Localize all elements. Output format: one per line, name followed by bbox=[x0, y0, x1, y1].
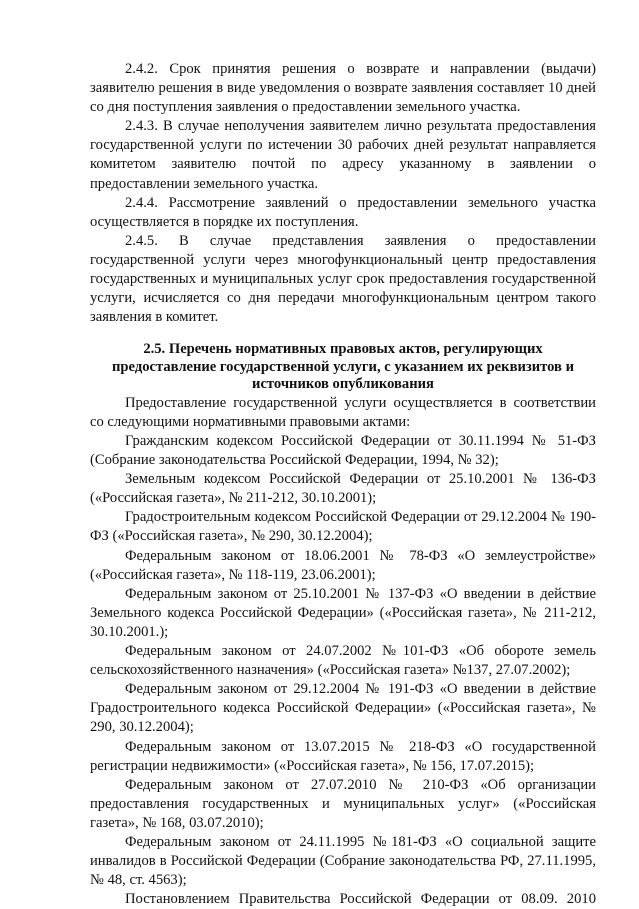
legal-act-item: Федеральным законом от 13.07.2015 № 218-ФЗ «О государственной регистрации недвижимости» («Российская газета», № 156, 17.07.2015); bbox=[90, 738, 596, 774]
heading-line: источников опубликования bbox=[252, 376, 434, 393]
heading-line: 2.5. Перечень нормативных правовых актов, регулирующих bbox=[143, 341, 543, 358]
paragraph-2-4-5: 2.4.5. В случае представления заявления о предоставлении государственной услуги через многофункциональный центр предоставления государственных и муниципальных услуг срок предоставления государственной услуги, исчисляется со дня передачи многофункциональным центром такого заявления в комитет. bbox=[90, 232, 596, 326]
legal-act-item: Постановлением Правительства Российской Федерации от 08.09. 2010 bbox=[125, 891, 596, 908]
heading-line: предоставление государственной услуги, с указанием их реквизитов и bbox=[112, 358, 574, 375]
section-heading-2-5 bbox=[90, 341, 596, 394]
paragraph-2-4-2: 2.4.2. Срок принятия решения о возврате и направлении (выдачи) заявителю решения в виде уведомления о возврате заявления составляет 10 дней со дня поступления заявления о предоставлении земельного участка. bbox=[90, 61, 596, 116]
legal-act-item: Градостроительным кодексом Российской Федерации от 29.12.2004 № 190-ФЗ («Российская газета», № 290, 30.12.2004); bbox=[90, 509, 596, 545]
paragraph-intro: Предоставление государственной услуги осуществляется в соответствии со следующими нормативными правовыми актами: bbox=[90, 394, 596, 430]
legal-act-item: Гражданским кодексом Российской Федерации от 30.11.1994 № 51-ФЗ (Собрание законодательства Российской Федерации, 1994, № 32); bbox=[90, 433, 596, 469]
paragraph-2-4-4: 2.4.4. Рассмотрение заявлений о предоставлении земельного участка осуществляется в порядке их поступления. bbox=[90, 194, 596, 230]
legal-act-item: Федеральным законом от 18.06.2001 № 78-ФЗ «О землеустройстве» («Российская газета», № 118-119, 23.06.2001); bbox=[90, 547, 596, 583]
paragraph-2-4-3: 2.4.3. В случае неполучения заявителем лично результата предоставления государственной услуги по истечении 30 рабочих дней результат направляется комитетом заявителю почтой по адресу указанному в заявлении о предоставлении земельного участка. bbox=[90, 118, 596, 192]
legal-act-item: Федеральным законом от 25.10.2001 № 137-ФЗ «О введении в действие Земельного кодекса Российской Федерации» («Российская газета», № 211-212, 30.10.2001.); bbox=[90, 585, 596, 640]
legal-act-item: Федеральным законом от 24.07.2002 №101-ФЗ «Об обороте земель сельскохозяйственного назначения» («Российская газета» №137, 27.07.2002); bbox=[90, 643, 596, 679]
legal-act-item: Федеральным законом от 29.12.2004 № 191-ФЗ «О введении в действие Градостроительного кодекса Российской Федерации» («Российская газета», № 290, 30.12.2004); bbox=[90, 681, 596, 736]
legal-act-item: Федеральным законом от 27.07.2010 № 210-ФЗ «Об организации предоставления государственных и муниципальных услуг» («Российская газета», № 168, 03.07.2010); bbox=[90, 776, 596, 831]
legal-act-item: Федеральным законом от 24.11.1995 №181-ФЗ «О социальной защите инвалидов в Российской Федерации (Собрание законодательства РФ, 27.11.1995, № 48, ст. 4563); bbox=[90, 833, 596, 889]
legal-act-item: Земельным кодексом Российской Федерации от 25.10.2001 № 136-ФЗ («Российская газета», № 211-212, 30.10.2001); bbox=[90, 471, 596, 507]
document-page bbox=[90, 60, 596, 909]
